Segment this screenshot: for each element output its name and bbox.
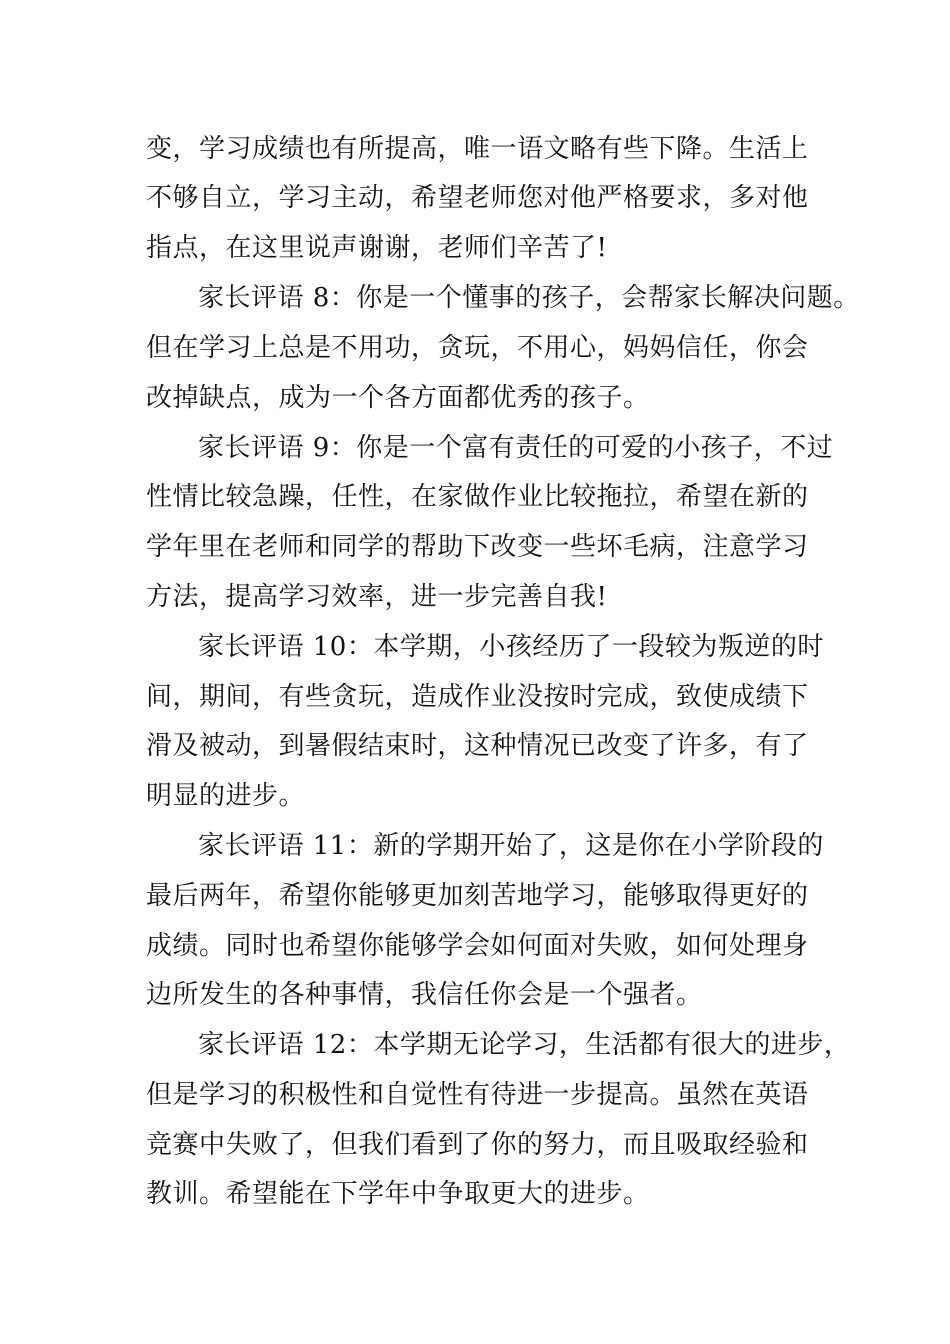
text-line: 竞赛中失败了，但我们看到了你的努力，而且吸取经验和 (146, 1130, 809, 1160)
comment-heading-line: 家长评语 9：你是一个富有责任的可爱的小孩子，不过 (198, 433, 834, 463)
text-line: 改掉缺点，成为一个各方面都优秀的孩子。 (146, 383, 650, 413)
text-line: 指点，在这里说声谢谢，老师们辛苦了! (146, 233, 608, 263)
text-line: 性情比较急躁，任性，在家做作业比较拖拉，希望在新的 (146, 482, 809, 512)
text-line: 教训。希望能在下学年中争取更大的进步。 (146, 1179, 650, 1209)
text-line: 成绩。同时也希望你能够学会如何面对失败，如何处理身 (146, 931, 809, 961)
text-line: 边所发生的各种事情，我信任你会是一个强者。 (146, 980, 703, 1010)
text-line: 不够自立，学习主动，希望老师您对他严格要求，多对他 (146, 183, 809, 213)
text-line: 明显的进步。 (146, 781, 306, 811)
comment-heading-line: 家长评语 12：本学期无论学习，生活都有很大的进步， (198, 1030, 851, 1060)
text-line: 但在学习上总是不用功，贪玩，不用心，妈妈信任，你会 (146, 333, 809, 363)
text-line: 间，期间，有些贪玩，造成作业没按时完成，致使成绩下 (146, 682, 809, 712)
comment-heading-line: 家长评语 10：本学期，小孩经历了一段较为叛逆的时 (198, 632, 824, 662)
comment-heading-line: 家长评语 8：你是一个懂事的孩子，会帮家长解决问题。 (198, 283, 860, 313)
comment-heading-line: 家长评语 11：新的学期开始了，这是你在小学阶段的 (198, 831, 824, 861)
text-line: 最后两年，希望你能够更加刻苦地学习，能够取得更好的 (146, 881, 809, 911)
text-line: 滑及被动，到暑假结束时，这种情况已改变了许多，有了 (146, 731, 809, 761)
text-line: 变，学习成绩也有所提高，唯一语文略有些下降。生活上 (146, 134, 809, 164)
text-line: 学年里在老师和同学的帮助下改变一些坏毛病，注意学习 (146, 532, 809, 562)
text-line: 方法，提高学习效率，进一步完善自我! (146, 582, 608, 612)
text-line: 但是学习的积极性和自觉性有待进一步提高。虽然在英语 (146, 1080, 809, 1110)
